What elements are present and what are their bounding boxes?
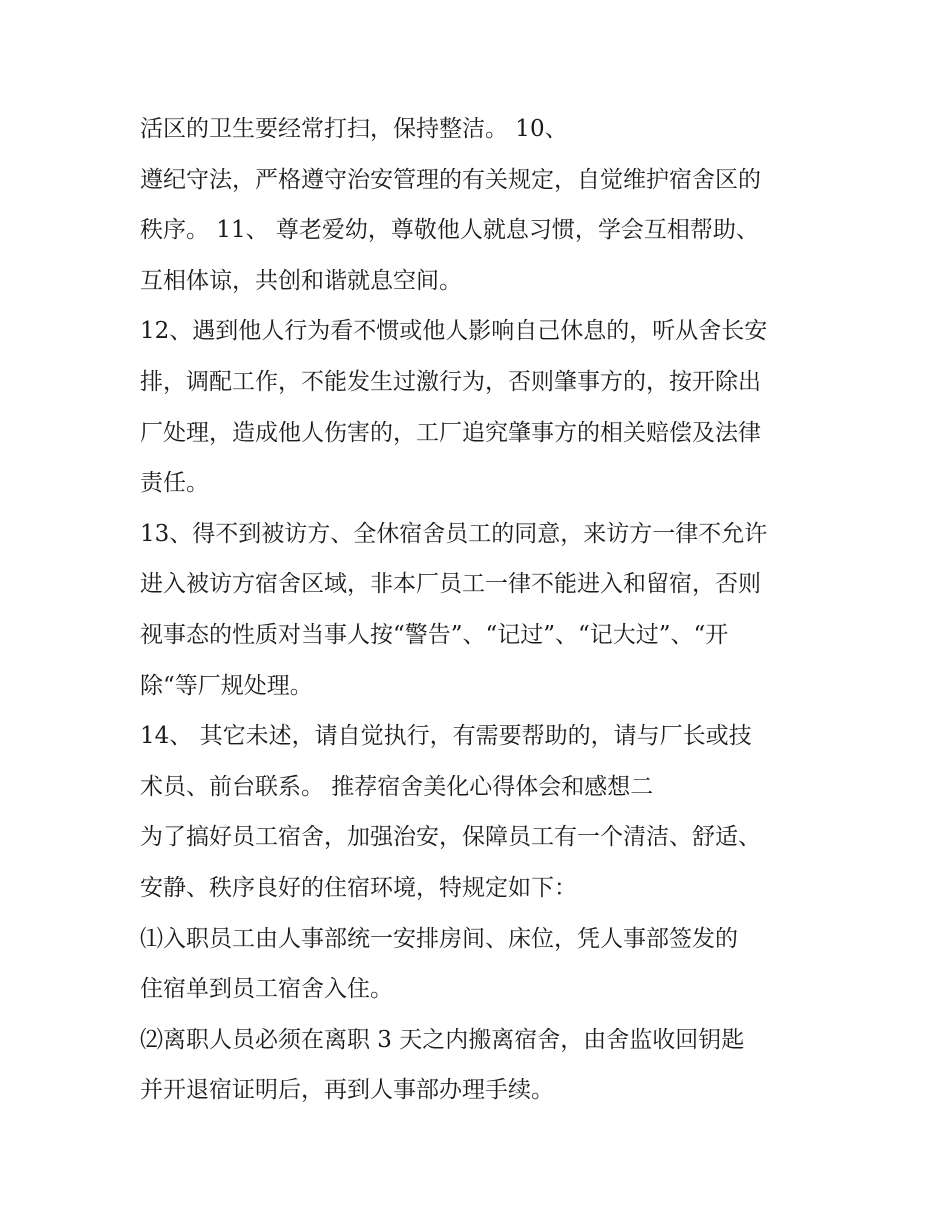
text-line: 排，调配工作，不能发生过激行为，否则肇事方的，按开除出: [140, 368, 761, 395]
text-line: 互相体谅，共创和谐就息空间。: [140, 267, 462, 294]
text-line: 12、遇到他人行为看不惯或他人影响自己休息的，听从舍长安: [140, 318, 768, 345]
text-line: 并开退宿证明后，再到人事部办理手续。: [140, 1077, 554, 1104]
text-line: 除“等厂规处理。: [140, 672, 313, 699]
text-line: 进入被访方宿舍区域，非本厂员工一律不能进入和留宿，否则: [140, 571, 761, 598]
text-line: ⑴入职员工由人事部统一安排房间、床位，凭人事部签发的: [140, 925, 738, 952]
text-line: 厂处理，造成他人伤害的，工厂追究肇事方的相关赔偿及法律: [140, 419, 761, 446]
text-line: 秩序。 11、 尊老爱幼，尊敬他人就息习惯，学会互相帮助、: [140, 217, 759, 244]
text-line: 术员、前台联系。 推荐宿舍美化心得体会和感想二: [140, 773, 654, 800]
text-line: 视事态的性质对当事人按“警告”、“记过”、“记大过”、“开: [140, 621, 729, 648]
text-line: 责任。: [140, 470, 209, 497]
text-line: 13、得不到被访方、全休宿舍员工的同意，来访方一律不允许: [140, 520, 768, 547]
text-line: ⑵离职人员必须在离职 3 天之内搬离宿舍，由舍监收回钥匙: [140, 1026, 745, 1053]
document-body: [140, 104, 840, 1116]
text-line: 为了搞好员工宿舍，加强治安，保障员工有一个清洁、舒适、: [140, 824, 761, 851]
text-line: 活区的卫生要经常打扫，保持整洁。 10、: [140, 116, 568, 142]
text-line: 遵纪守法，严格遵守治安管理的有关规定，自觉维护宿舍区的: [140, 166, 761, 193]
text-line: 14、 其它未述，请自觉执行，有需要帮助的，请与厂长或技: [140, 723, 752, 750]
text-line: 住宿单到员工宿舍入住。: [140, 976, 393, 1003]
text-line: 安静、秩序良好的住宿环境，特规定如下：: [140, 874, 577, 901]
